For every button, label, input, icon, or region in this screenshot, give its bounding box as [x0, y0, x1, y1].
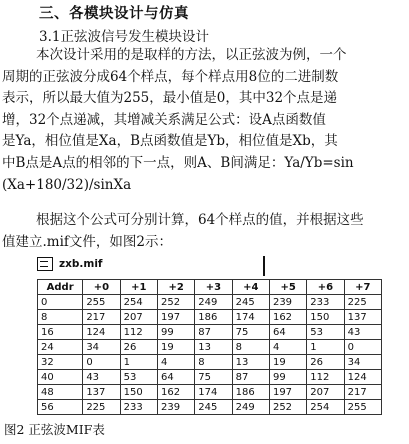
value-cell[interactable]: 124 — [344, 370, 381, 385]
table-row — [38, 370, 382, 385]
value-cell[interactable]: 233 — [120, 400, 157, 415]
mif-header-row — [38, 280, 382, 295]
paragraph-line: 周期的正弦波分成64个样点，每个样点用8位的二进制数 — [2, 68, 339, 85]
value-cell[interactable]: 137 — [83, 385, 120, 400]
value-cell[interactable]: 4 — [269, 340, 306, 355]
column-header: +5 — [269, 280, 306, 295]
value-cell[interactable]: 255 — [344, 400, 381, 415]
paragraph-line: (Xa+180/32)/sinXa — [2, 176, 132, 193]
value-cell[interactable]: 207 — [307, 385, 344, 400]
value-cell[interactable]: 207 — [120, 310, 157, 325]
value-cell[interactable]: 26 — [120, 340, 157, 355]
paragraph-line: 根据这个公式可分别计算，64个样点的值，并根据这些 — [36, 212, 364, 228]
table-row — [38, 385, 382, 400]
address-cell[interactable]: 40 — [38, 370, 83, 385]
value-cell[interactable]: 174 — [232, 310, 269, 325]
mif-table — [37, 279, 382, 415]
value-cell[interactable]: 239 — [157, 400, 194, 415]
value-cell[interactable]: 254 — [307, 400, 344, 415]
column-header-addr: Addr — [38, 280, 83, 295]
column-header: +1 — [120, 280, 157, 295]
figure-caption: 图2 正弦波MIF表 — [4, 422, 105, 437]
subsection-heading: 3.1正弦波信号发生模块设计 — [39, 29, 209, 45]
value-cell[interactable]: 34 — [344, 355, 381, 370]
value-cell[interactable]: 34 — [83, 340, 120, 355]
value-cell[interactable]: 150 — [120, 385, 157, 400]
value-cell[interactable]: 99 — [157, 325, 194, 340]
value-cell[interactable]: 8 — [232, 340, 269, 355]
table-row — [38, 310, 382, 325]
value-cell[interactable]: 162 — [157, 385, 194, 400]
value-cell[interactable]: 162 — [269, 310, 306, 325]
value-cell[interactable]: 233 — [307, 295, 344, 310]
value-cell[interactable]: 75 — [195, 370, 232, 385]
value-cell[interactable]: 255 — [83, 295, 120, 310]
value-cell[interactable]: 19 — [157, 340, 194, 355]
value-cell[interactable]: 0 — [83, 355, 120, 370]
table-row — [38, 355, 382, 370]
column-header: +6 — [307, 280, 344, 295]
value-cell[interactable]: 249 — [195, 295, 232, 310]
value-cell[interactable]: 0 — [344, 340, 381, 355]
value-cell[interactable]: 4 — [157, 355, 194, 370]
value-cell[interactable]: 112 — [307, 370, 344, 385]
paragraph-mif-intro — [2, 210, 407, 253]
value-cell[interactable]: 13 — [232, 355, 269, 370]
table-row — [38, 295, 382, 310]
value-cell[interactable]: 245 — [232, 295, 269, 310]
value-cell[interactable]: 75 — [232, 325, 269, 340]
value-cell[interactable]: 186 — [195, 310, 232, 325]
value-cell[interactable]: 252 — [157, 295, 194, 310]
value-cell[interactable]: 43 — [83, 370, 120, 385]
section-heading: 三、各模块设计与仿真 — [39, 5, 189, 22]
paragraph-sampling-method — [2, 45, 407, 196]
value-cell[interactable]: 252 — [269, 400, 306, 415]
column-header: +3 — [195, 280, 232, 295]
paragraph-line: 值建立.mif文件，如图2示： — [2, 233, 172, 250]
paragraph-line: 本次设计采用的是取样的方法，以正弦波为例，一个 — [36, 47, 347, 63]
value-cell[interactable]: 53 — [307, 325, 344, 340]
value-cell[interactable]: 112 — [120, 325, 157, 340]
address-cell[interactable]: 56 — [38, 400, 83, 415]
table-row — [38, 400, 382, 415]
value-cell[interactable]: 64 — [269, 325, 306, 340]
value-cell[interactable]: 87 — [232, 370, 269, 385]
address-cell[interactable]: 32 — [38, 355, 83, 370]
value-cell[interactable]: 1 — [307, 340, 344, 355]
paragraph-line: 中B点是A点的相邻的下一点，则A、B间满足：Ya/Yb=sin — [2, 154, 354, 171]
table-row — [38, 325, 382, 340]
value-cell[interactable]: 87 — [195, 325, 232, 340]
column-header: +4 — [232, 280, 269, 295]
value-cell[interactable]: 217 — [344, 385, 381, 400]
address-cell[interactable]: 48 — [38, 385, 83, 400]
mif-editor-window — [37, 256, 382, 413]
column-header: +2 — [157, 280, 194, 295]
paragraph-line: 增，32个点递减，其增减关系满足公式：设A点函数值 — [2, 111, 326, 128]
value-cell[interactable]: 225 — [344, 295, 381, 310]
mif-file-tab[interactable] — [37, 256, 103, 272]
address-cell[interactable]: 16 — [38, 325, 83, 340]
column-header: +7 — [344, 280, 381, 295]
value-cell[interactable]: 53 — [120, 370, 157, 385]
value-cell[interactable]: 1 — [120, 355, 157, 370]
table-row — [38, 340, 382, 355]
value-cell[interactable]: 137 — [344, 310, 381, 325]
mif-file-icon — [37, 257, 53, 271]
value-cell[interactable]: 19 — [269, 355, 306, 370]
value-cell[interactable]: 197 — [157, 310, 194, 325]
value-cell[interactable]: 254 — [120, 295, 157, 310]
value-cell[interactable]: 197 — [269, 385, 306, 400]
paragraph-line: 是Ya，相位值是Xa，B点函数值是Yb，相位值是Xb，其 — [2, 133, 338, 150]
address-cell[interactable]: 8 — [38, 310, 83, 325]
value-cell[interactable]: 43 — [344, 325, 381, 340]
value-cell[interactable]: 150 — [307, 310, 344, 325]
address-cell[interactable]: 0 — [38, 295, 83, 310]
value-cell[interactable]: 64 — [157, 370, 194, 385]
value-cell[interactable]: 245 — [195, 400, 232, 415]
paragraph-line: 表示，所以最大值为255，最小值是0，其中32个点是递 — [2, 90, 338, 107]
text-cursor — [263, 256, 265, 276]
mif-filename: zxb.mif — [59, 258, 103, 270]
value-cell[interactable]: 217 — [83, 310, 120, 325]
value-cell[interactable]: 186 — [232, 385, 269, 400]
value-cell[interactable]: 225 — [83, 400, 120, 415]
value-cell[interactable]: 99 — [269, 370, 306, 385]
column-header: +0 — [83, 280, 120, 295]
address-cell[interactable]: 24 — [38, 340, 83, 355]
value-cell[interactable]: 124 — [83, 325, 120, 340]
value-cell[interactable]: 174 — [195, 385, 232, 400]
value-cell[interactable]: 249 — [232, 400, 269, 415]
value-cell[interactable]: 26 — [307, 355, 344, 370]
value-cell[interactable]: 13 — [195, 340, 232, 355]
value-cell[interactable]: 239 — [269, 295, 306, 310]
value-cell[interactable]: 8 — [195, 355, 232, 370]
